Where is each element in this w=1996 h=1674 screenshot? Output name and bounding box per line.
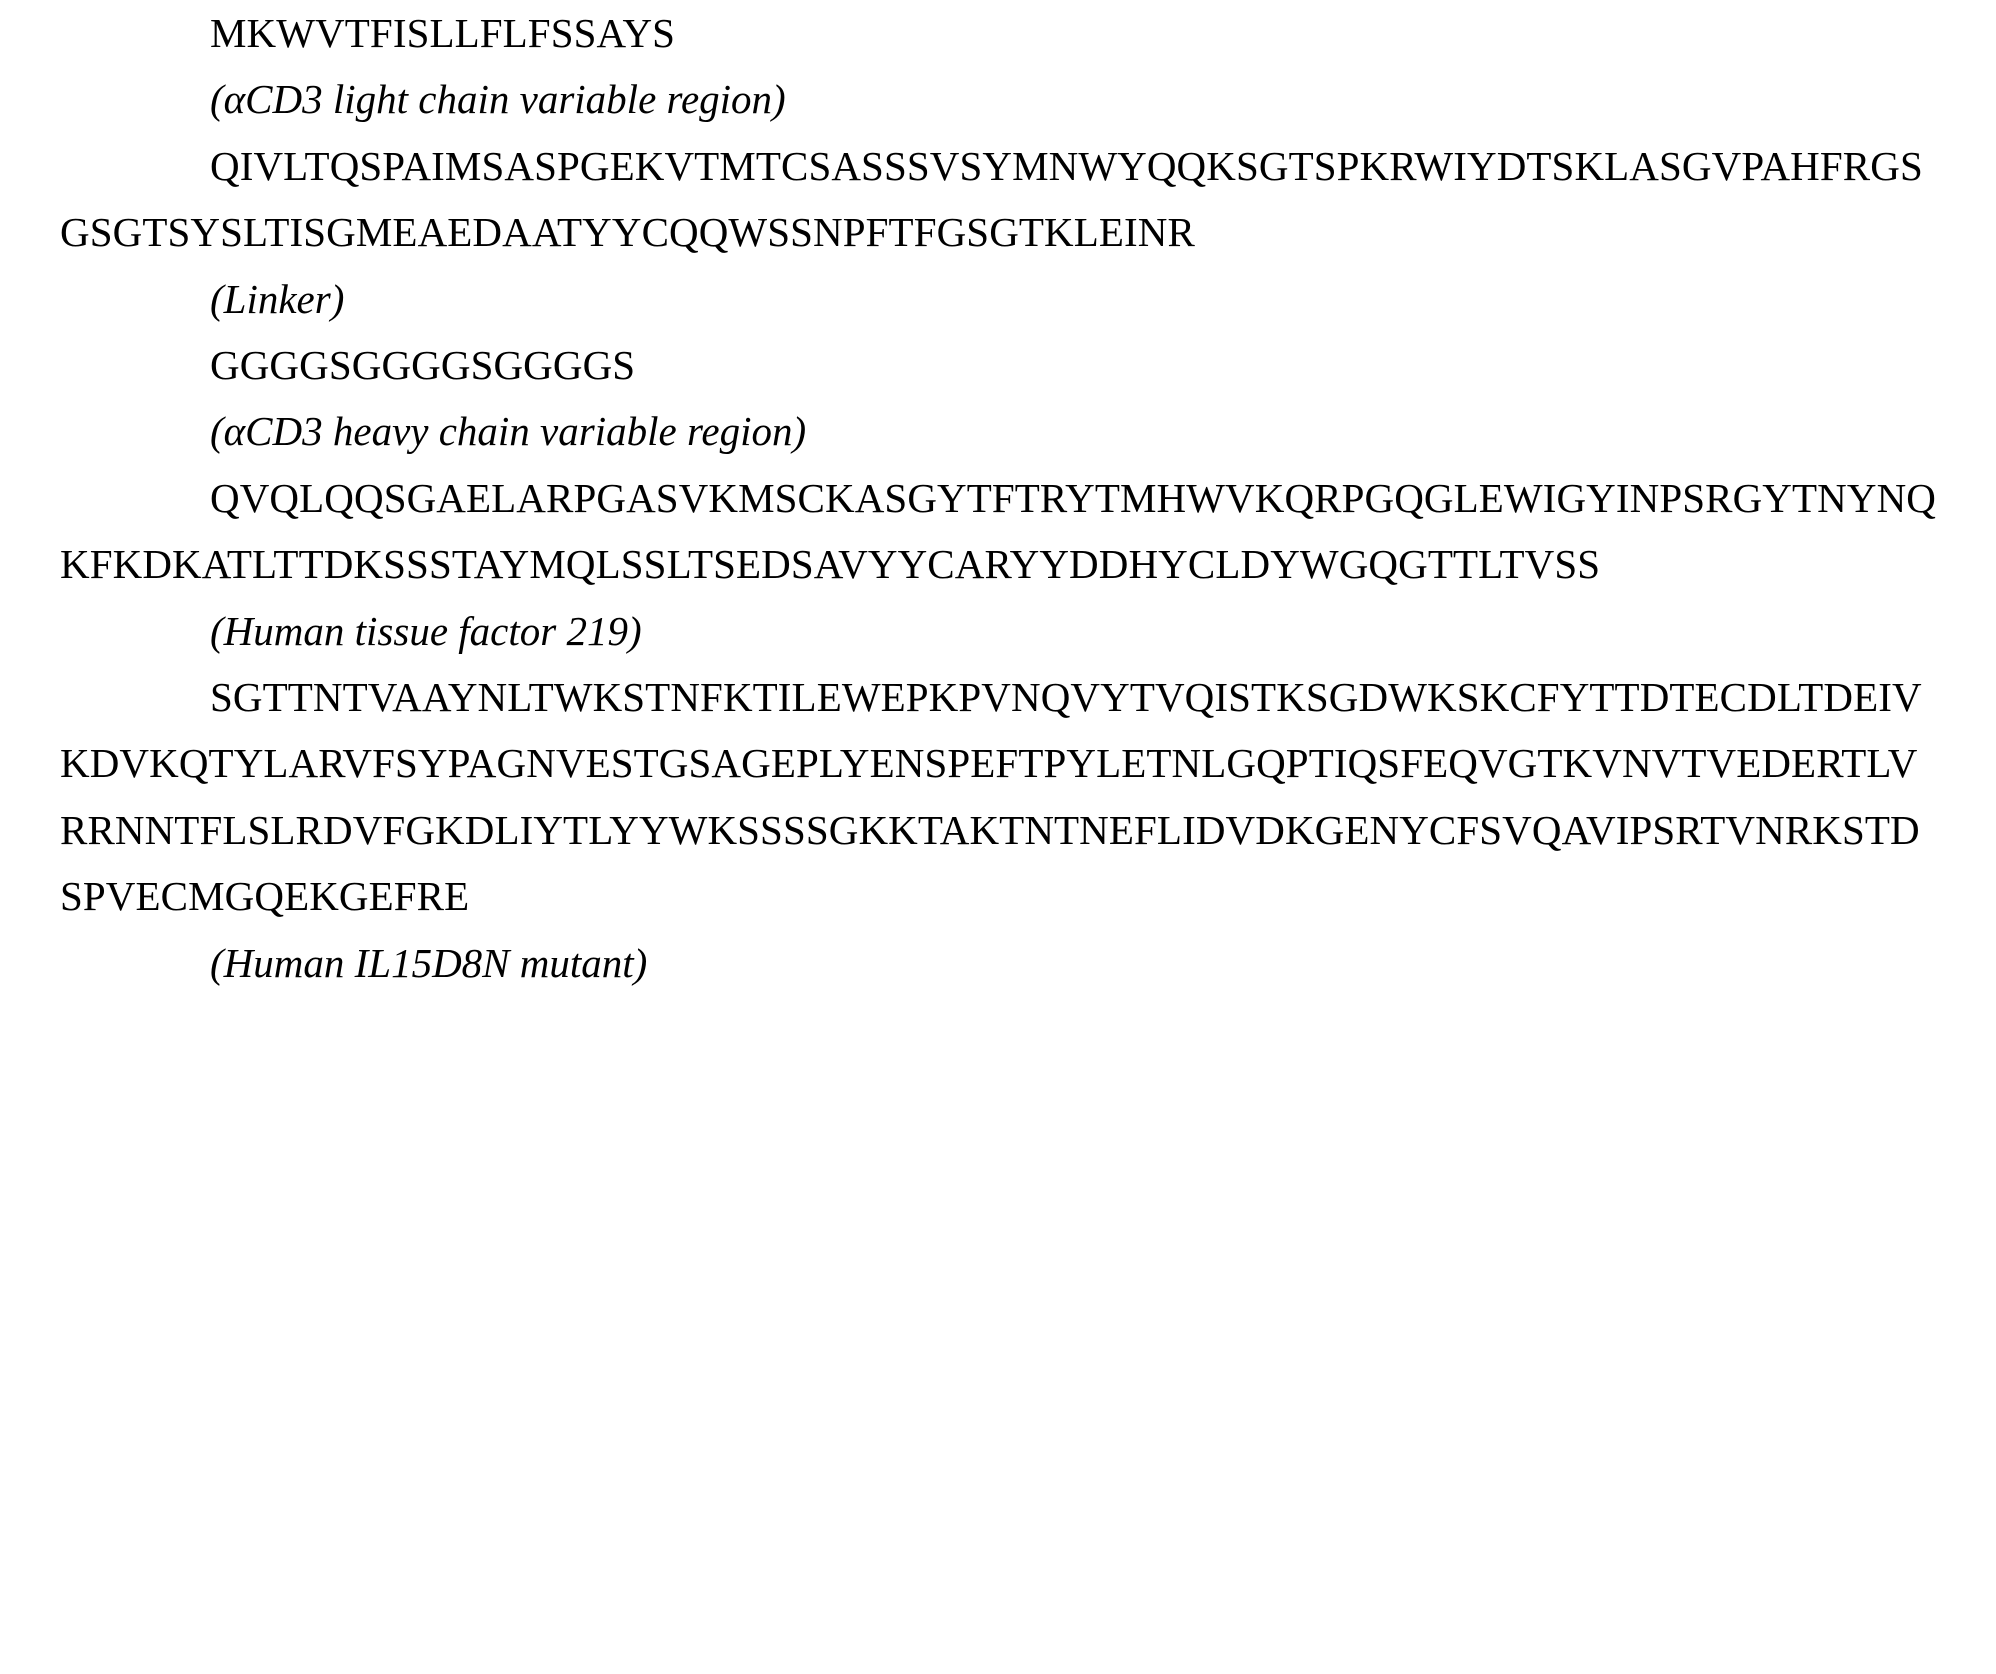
sequence-signal-peptide: MKWVTFISLLFLFSSAYS bbox=[210, 10, 676, 56]
sequence-human-tissue-factor-219: SGTTNTVAAYNLTWKSTNFKTILEWEPKPVNQVYTVQISTKSGDWKSKCFYTTDTECDLTDEIVKDVKQTYLARVFSYPAGNVESTGSAGEPLYENSPEFTPYLETNLGQPTIQSFEQVGTKVNVTVEDERTLVRRNNTFLSLRDVFGKDLIYTLYYWKSSSSGKKTAKTNTNEFLIDVDKGENYCFSVQAVIPSRTVNRKSTDSPVECMGQEKGEFRE bbox=[60, 674, 1922, 920]
label-acd3-heavy-chain: (αCD3 heavy chain variable region) bbox=[210, 408, 807, 455]
sequence-acd3-heavy-chain: QVQLQQSGAELARPGASVKMSCKASGYTFTRYTMHWVKQRPGQGLEWIGYINPSRGYTNYNQKFKDKATLTTDKSSSTAYMQLSSLTSEDSAVYYCARYYDDHYCLDYWGQGTTLTVSS bbox=[60, 474, 1936, 588]
sequence-linker: GGGGSGGGGSGGGGS bbox=[210, 342, 636, 389]
label-human-tissue-factor-219: (Human tissue factor 219) bbox=[210, 607, 642, 654]
label-linker: (Linker) bbox=[210, 275, 345, 322]
label-acd3-light-chain: (αCD3 light chain variable region) bbox=[210, 76, 786, 123]
label-human-il15d8n-mutant: (Human IL15D8N mutant) bbox=[210, 939, 648, 986]
sequence-acd3-light-chain: QIVLTQSPAIMSASPGEKVTMTCSASSSVSYMNWYQQKSGTSPKRWIYDTSKLASGVPAHFRGSGSGTSYSLTISGMEAEDAATYYCQQWSSNPFTFGSGTKLEINR bbox=[60, 142, 1923, 256]
